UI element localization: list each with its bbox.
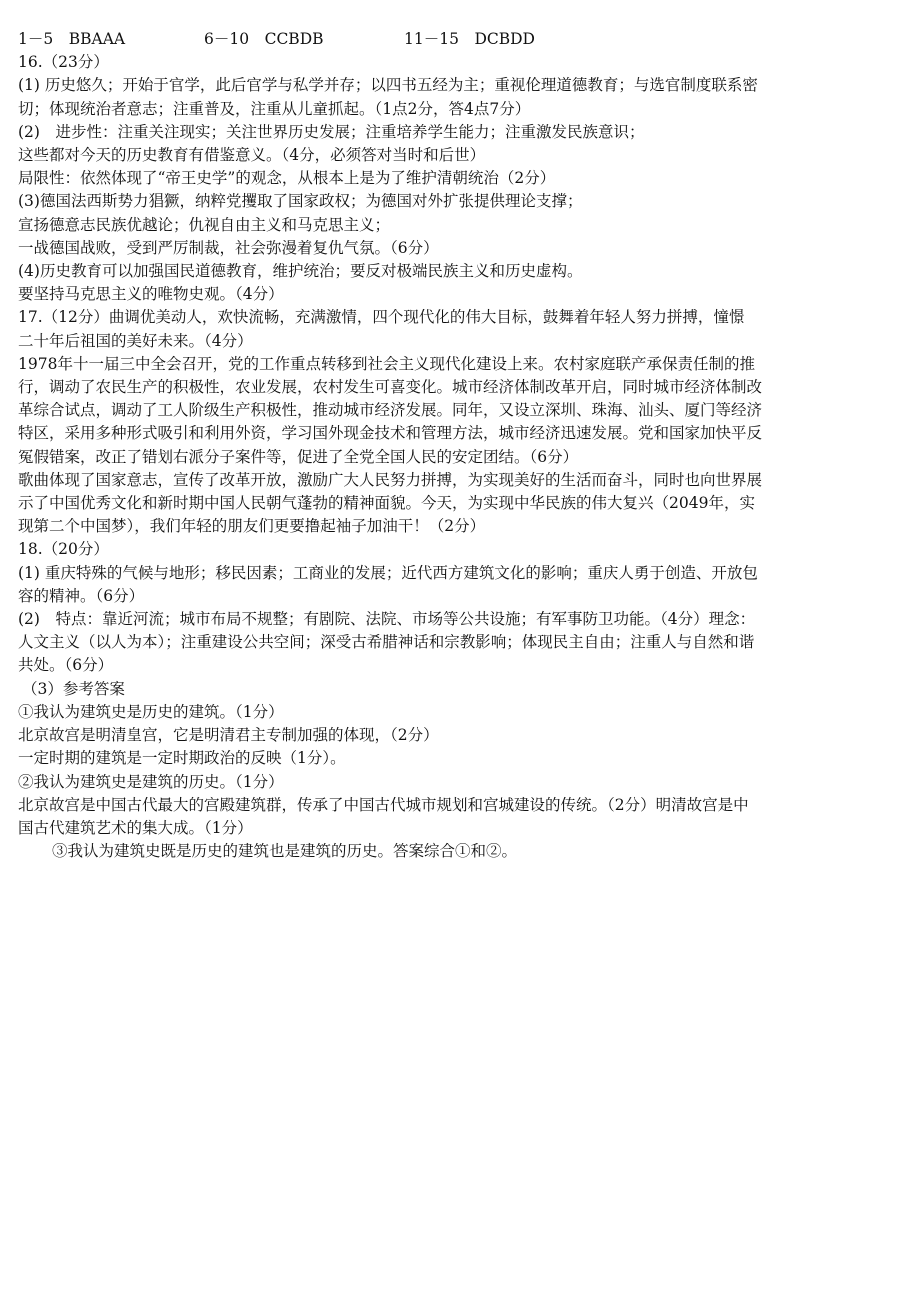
text-line: (1) 重庆特殊的气候与地形；移民因素；工商业的发展；近代西方建筑文化的影响；重庆人勇于创造、开放包 — [18, 563, 758, 582]
text-line: 示了中国优秀文化和新时期中国人民朝气蓬勃的精神面貌。今天，为实现中华民族的伟大复兴（2049年，实 — [18, 494, 755, 513]
text-line: 北京故宫是中国古代最大的宫殿建筑群，传承了中国古代城市规划和宫城建设的传统。（2分）明清故宫是中 — [18, 795, 749, 814]
text-line: 人文主义（以人为本）；注重建设公共空间；深受古希腊神话和宗教影响；体现民主自由；注重人与自然和谐 — [18, 633, 755, 652]
text-line-final: ③我认为建筑史既是历史的建筑也是建筑的历史。答案综合①和②。 — [52, 842, 518, 861]
text-line: 宣扬德意志民族优越论；仇视自由主义和马克思主义； — [18, 215, 391, 234]
text-line: 1978年十一届三中全会召开，党的工作重点转移到社会主义现代化建设上来。农村家庭联产承保责任制的推 — [18, 354, 755, 373]
text-line: 要坚持马克思主义的唯物史观。（4分） — [18, 285, 284, 304]
part-3-heading: （3）参考答案 — [22, 679, 125, 698]
text-line: (2) 特点：靠近河流；城市布局不规整；有剧院、法院、市场等公共设施；有军事防卫功能。（4分）理念： — [18, 610, 756, 629]
text-line: 北京故宫是明清皇宫，它是明清君主专制加强的体现，（2分） — [18, 726, 439, 745]
question-18 — [18, 538, 886, 863]
text-line: (4)历史教育可以加强国民道德教育，维护统治；要反对极端民族主义和历史虚构。 — [18, 262, 583, 281]
text-line: 共处。（6分） — [18, 656, 114, 675]
text-line: 国古代建筑艺术的集大成。（1分） — [18, 818, 253, 837]
text-line: 革综合试点，调动了工人阶级生产积极性，推动城市经济发展。同年，又设立深圳、珠海、汕头、厦门等经济 — [18, 401, 763, 420]
text-line: 切；体现统治者意志；注重普及，注重从儿童抓起。（1点2分，答4点7分） — [18, 99, 531, 118]
text-line: 这些都对今天的历史教育有借鉴意义。（4分，必须答对当时和后世） — [18, 146, 486, 165]
text-line: ②我认为建筑史是建筑的历史。（1分） — [18, 772, 284, 791]
text-line: 冤假错案，改正了错划右派分子案件等，促进了全党全国人民的安定团结。（6分） — [18, 447, 579, 466]
multiple-choice-answers — [18, 28, 886, 51]
text-line: 一战德国战败，受到严厉制裁，社会弥漫着复仇气氛。（6分） — [18, 238, 439, 257]
mc-answers-11-15: 11－15 DCBDD — [404, 30, 535, 48]
question-17-heading: 17.（12分）曲调优美动人，欢快流畅，充满激情，四个现代化的伟大目标，鼓舞着年轻人努力拼搏，憧憬 — [18, 308, 745, 327]
text-line: (1) 历史悠久；开始于官学，此后官学与私学并存；以四书五经为主；重视伦理道德教育；与选官制度联系密 — [18, 76, 758, 95]
text-line: 一定时期的建筑是一定时期政治的反映（1分）。 — [18, 749, 346, 768]
text-line: 局限性：依然体现了“帝王史学”的观念，从根本上是为了维护清朝统治（2分） — [18, 169, 556, 188]
text-line: (2) 进步性：注重关注现实；关注世界历史发展；注重培养学生能力；注重激发民族意识； — [18, 122, 645, 141]
text-line: (3)德国法西斯势力猖獗，纳粹党攫取了国家政权；为德国对外扩张提供理论支撑； — [18, 192, 583, 211]
text-line: 歌曲体现了国家意志，宣传了改革开放，激励广大人民努力拼搏，为实现美好的生活而奋斗，同时也向世界展 — [18, 470, 763, 489]
text-line: 行，调动了农民生产的积极性，农业发展，农村发生可喜变化。城市经济体制改革开启，同时城市经济体制改 — [18, 378, 763, 397]
text-line: 特区，采用多种形式吸引和利用外资，学习国外现金技术和管理方法，城市经济迅速发展。党和国家加快平反 — [18, 424, 763, 443]
question-16-heading: 16.（23分） — [18, 53, 109, 72]
text-line: ①我认为建筑史是历史的建筑。（1分） — [18, 702, 284, 721]
question-18-heading: 18.（20分） — [18, 540, 109, 559]
question-17 — [18, 306, 886, 538]
question-16 — [18, 51, 886, 306]
text-line: 现第二个中国梦），我们年轻的朋友们更要撸起袖子加油干！（2分） — [18, 517, 486, 536]
text-line: 二十年后祖国的美好未来。（4分） — [18, 331, 253, 350]
text-line: 容的精神。（6分） — [18, 586, 145, 605]
mc-answers-1-5: 1－5 BBAAA — [18, 30, 126, 48]
mc-answers-6-10: 6－10 CCBDB — [204, 30, 324, 48]
